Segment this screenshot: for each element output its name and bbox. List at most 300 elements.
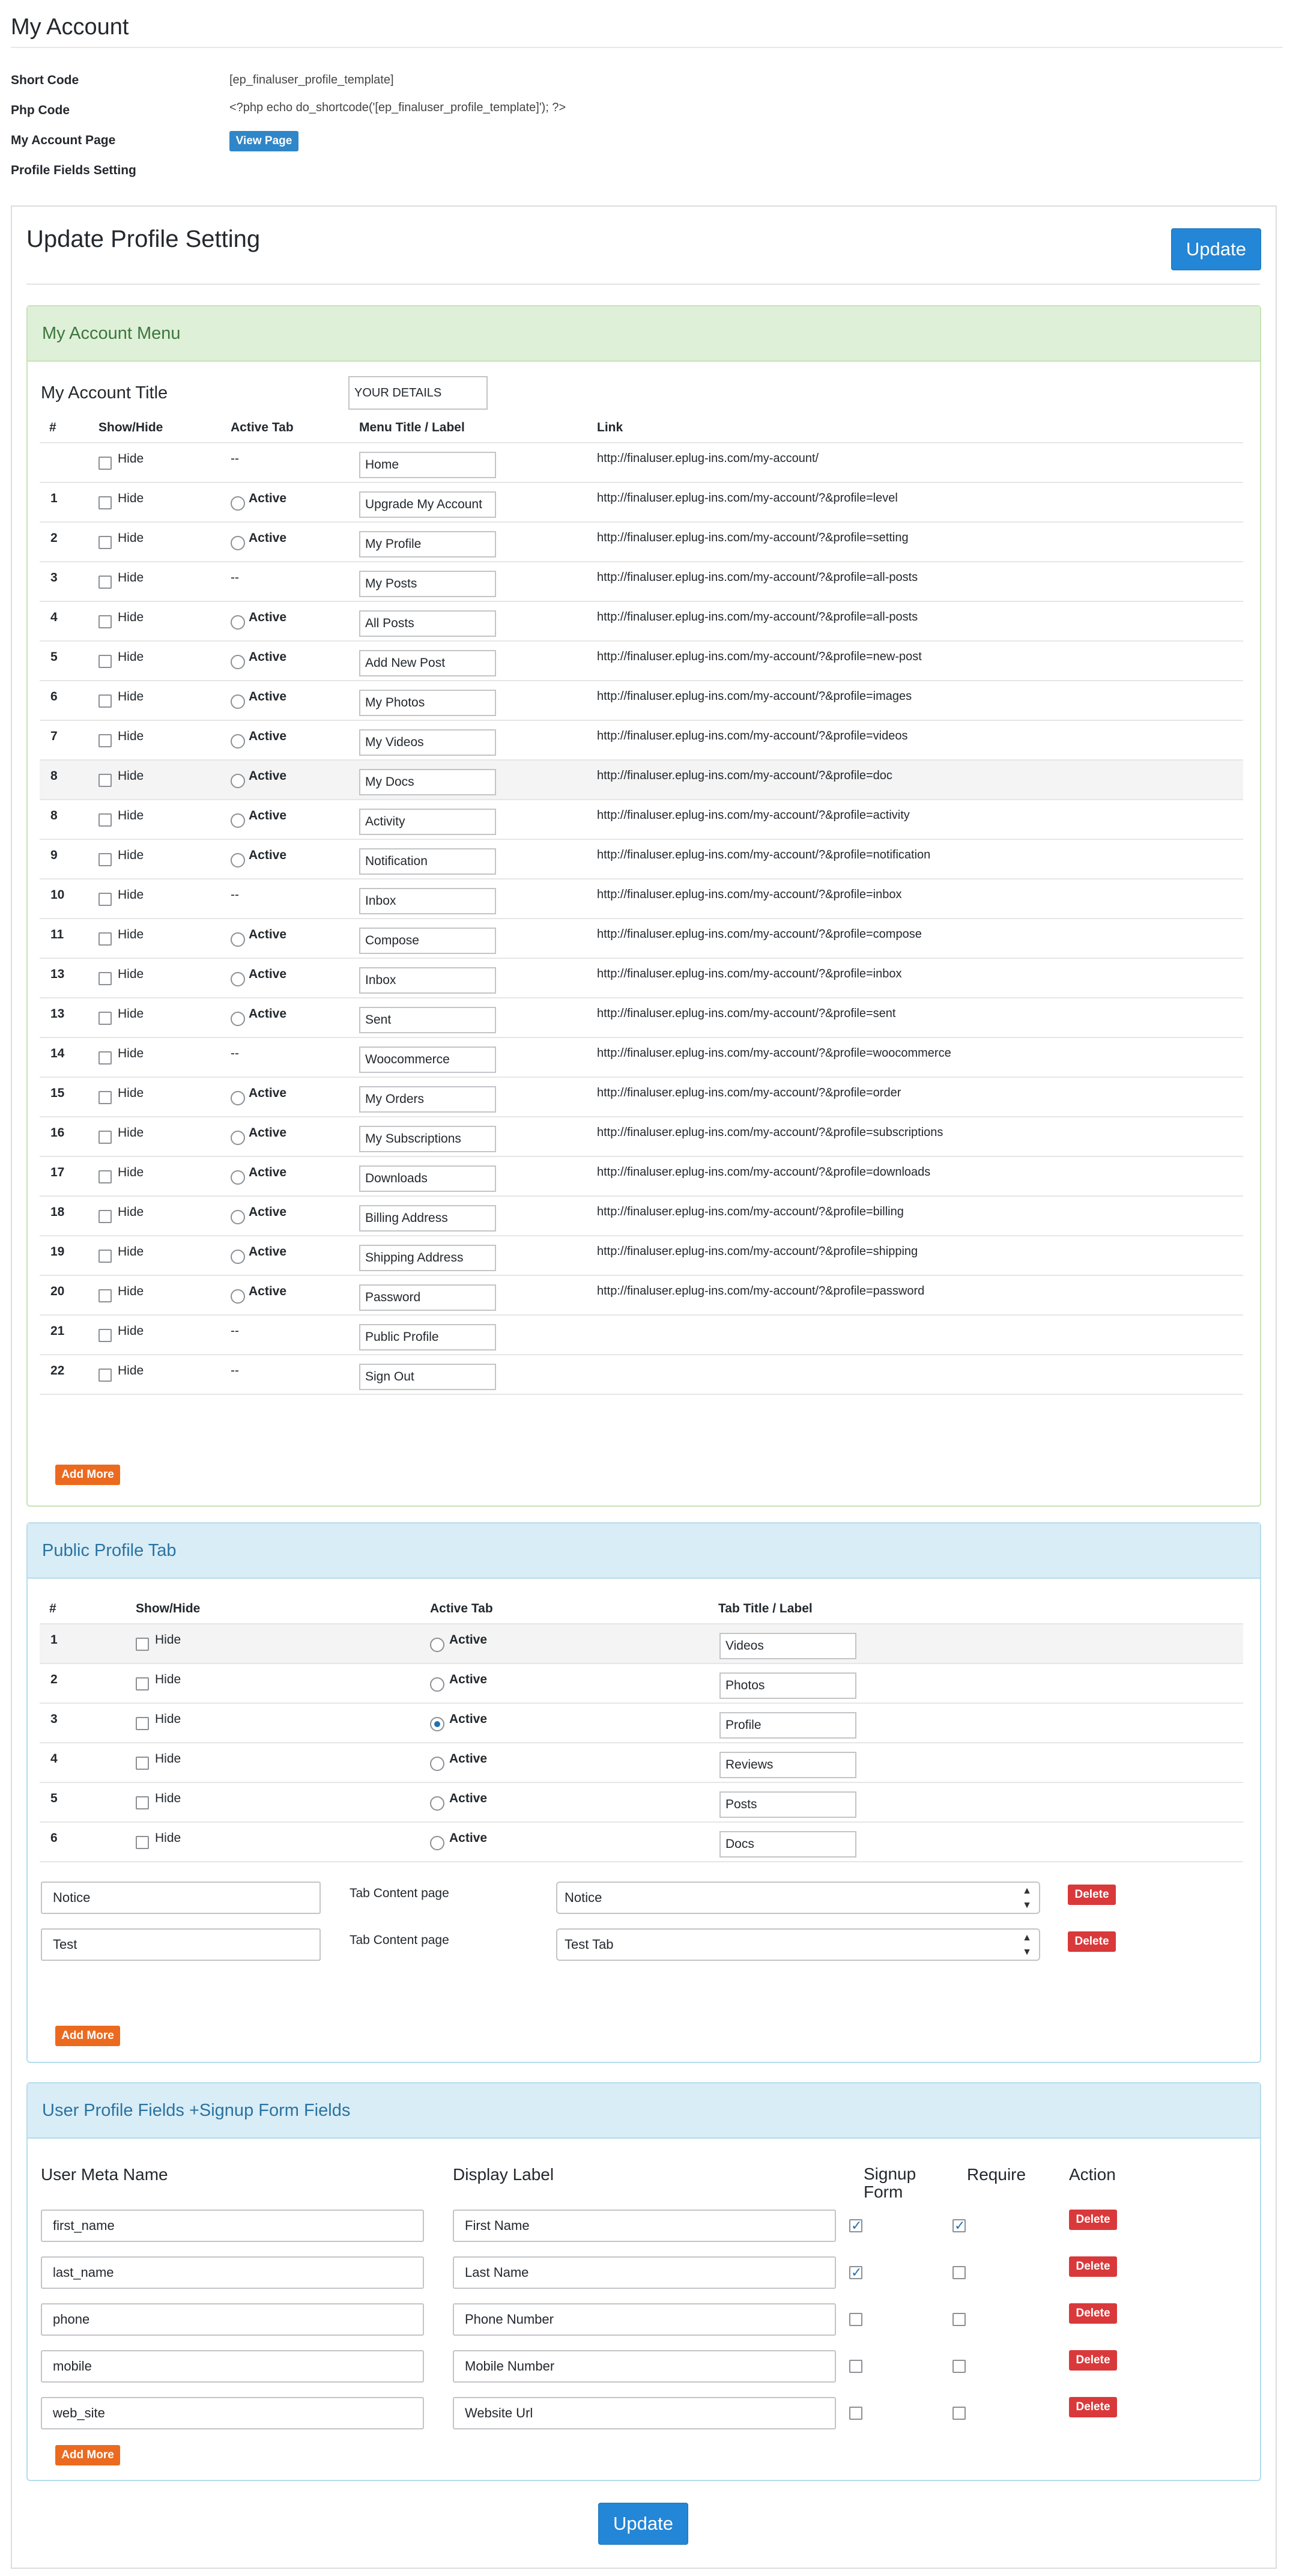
active-tab-radio[interactable] xyxy=(231,536,245,550)
row-number: 8 xyxy=(50,809,58,822)
tab-title-input[interactable]: Videos xyxy=(719,1633,856,1659)
tab-content-page-select[interactable] xyxy=(556,1928,1040,1961)
active-label: Active xyxy=(249,610,287,624)
field-row xyxy=(0,2397,1290,2444)
hide-checkbox[interactable] xyxy=(98,1250,112,1263)
table-row xyxy=(40,443,1243,483)
menu-link: http://finaluser.eplug-ins.com/my-account/?&profile=password xyxy=(597,1284,925,1298)
menu-label-input[interactable]: My Subscriptions xyxy=(359,1126,496,1152)
active-label: Active xyxy=(249,1126,287,1140)
row-number: 19 xyxy=(50,1245,65,1259)
meta-name-input[interactable]: web_site xyxy=(41,2397,424,2429)
meta-name-input[interactable]: phone xyxy=(41,2303,424,2336)
menu-link: http://finaluser.eplug-ins.com/my-account/?&profile=activity xyxy=(597,809,910,822)
divider xyxy=(11,47,1283,48)
active-label: Active xyxy=(449,1672,488,1686)
hide-checkbox[interactable] xyxy=(98,1289,112,1302)
hide-label: Hide xyxy=(155,1672,181,1686)
row-number: 6 xyxy=(50,690,58,703)
row-number: 4 xyxy=(50,610,58,624)
custom-tab-name-input[interactable]: Test xyxy=(41,1928,321,1961)
tab-content-page-label: Tab Content page xyxy=(350,1886,449,1900)
hide-label: Hide xyxy=(118,848,144,862)
require-checkbox[interactable] xyxy=(952,2407,966,2420)
menu-label-input[interactable]: Inbox xyxy=(359,967,496,994)
menu-link: http://finaluser.eplug-ins.com/my-account/?&profile=level xyxy=(597,491,898,505)
view-page-button[interactable]: View Page xyxy=(229,131,298,151)
active-label: Active xyxy=(249,650,287,664)
tab-title-input[interactable]: Profile xyxy=(719,1712,856,1739)
hide-checkbox[interactable] xyxy=(98,1091,112,1104)
custom-tab-name-input[interactable]: Notice xyxy=(41,1882,321,1914)
hide-label: Hide xyxy=(118,452,144,466)
row-number: 2 xyxy=(50,531,58,545)
menu-label-input[interactable]: Sent xyxy=(359,1007,496,1033)
hide-checkbox[interactable] xyxy=(136,1677,149,1690)
menu-link: http://finaluser.eplug-ins.com/my-account/?&profile=inbox xyxy=(597,888,902,901)
active-tab-radio[interactable] xyxy=(430,1796,444,1811)
active-tab-radio[interactable] xyxy=(231,615,245,630)
select-arrows-icon: ▲ ▼ xyxy=(1022,1886,1032,1910)
active-tab-radio[interactable] xyxy=(231,1091,245,1105)
table-row xyxy=(40,1624,1243,1664)
table-row xyxy=(40,681,1243,721)
table-row xyxy=(40,1157,1243,1197)
meta-name-input[interactable]: first_name xyxy=(41,2210,424,2242)
no-active-dash: -- xyxy=(231,571,239,585)
menu-link: http://finaluser.eplug-ins.com/my-account/?&profile=all-posts xyxy=(597,571,918,584)
hide-label: Hide xyxy=(118,967,144,981)
require-checkbox[interactable] xyxy=(952,2313,966,2326)
hide-checkbox[interactable] xyxy=(98,457,112,470)
public-profile-heading: Public Profile Tab xyxy=(28,1523,1260,1579)
meta-name-input[interactable]: mobile xyxy=(41,2350,424,2383)
hide-checkbox[interactable] xyxy=(136,1717,149,1730)
active-label: Active xyxy=(249,1245,287,1259)
row-number: 3 xyxy=(50,1712,58,1726)
hide-label: Hide xyxy=(118,888,144,902)
menu-link: http://finaluser.eplug-ins.com/my-account/?&profile=notification xyxy=(597,848,931,861)
active-tab-radio[interactable] xyxy=(231,1170,245,1185)
active-label: Active xyxy=(249,1086,287,1100)
table-row xyxy=(40,1783,1243,1823)
row-number: 16 xyxy=(50,1126,65,1140)
menu-link: http://finaluser.eplug-ins.com/my-account/?&profile=downloads xyxy=(597,1165,931,1179)
tab-title-input[interactable]: Reviews xyxy=(719,1752,856,1778)
menu-link: http://finaluser.eplug-ins.com/my-account/ xyxy=(597,452,819,465)
hide-label: Hide xyxy=(155,1791,181,1805)
active-tab-radio[interactable] xyxy=(231,1289,245,1304)
display-label-input[interactable]: Last Name xyxy=(453,2256,836,2289)
hide-checkbox[interactable] xyxy=(98,536,112,549)
row-number: 14 xyxy=(50,1046,65,1060)
my-account-title-input[interactable]: YOUR DETAILS xyxy=(348,376,488,410)
hide-label: Hide xyxy=(118,491,144,505)
menu-link: http://finaluser.eplug-ins.com/my-account/?&profile=billing xyxy=(597,1205,904,1218)
tab-content-page-value: Notice xyxy=(565,1890,602,1905)
hide-checkbox[interactable] xyxy=(98,1368,112,1382)
col-show-hide: Show/Hide xyxy=(98,421,163,434)
row-number: 10 xyxy=(50,888,65,902)
hide-checkbox[interactable] xyxy=(98,1131,112,1144)
table-row xyxy=(40,919,1243,959)
select-arrows-icon: ▲ ▼ xyxy=(1022,1933,1032,1957)
row-number: 8 xyxy=(50,769,58,783)
hide-label: Hide xyxy=(155,1712,181,1726)
table-row xyxy=(40,1355,1243,1395)
menu-label-input[interactable]: My Orders xyxy=(359,1086,496,1113)
active-tab-radio[interactable] xyxy=(231,1012,245,1026)
tab-content-page-select[interactable] xyxy=(556,1882,1040,1914)
menu-label-input[interactable]: Notification xyxy=(359,848,496,875)
update-profile-title: Update Profile Setting xyxy=(26,226,261,252)
row-number: 7 xyxy=(50,729,58,743)
active-label: Active xyxy=(449,1633,488,1647)
active-tab-radio[interactable] xyxy=(231,774,245,788)
hide-checkbox[interactable] xyxy=(98,774,112,787)
table-row xyxy=(40,642,1243,681)
hide-label: Hide xyxy=(155,1752,181,1766)
hide-label: Hide xyxy=(118,1046,144,1060)
hide-checkbox[interactable] xyxy=(98,576,112,589)
hide-label: Hide xyxy=(118,1007,144,1021)
menu-label-input[interactable]: My Posts xyxy=(359,571,496,597)
hide-label: Hide xyxy=(118,1165,144,1179)
active-label: Active xyxy=(249,1007,287,1021)
require-checkbox[interactable] xyxy=(952,2266,966,2279)
display-label-input[interactable]: First Name xyxy=(453,2210,836,2242)
field-row xyxy=(0,2350,1290,2397)
active-label: Active xyxy=(249,690,287,703)
signup-checkbox[interactable] xyxy=(849,2219,862,2232)
table-row xyxy=(40,800,1243,840)
table-row xyxy=(40,562,1243,602)
row-number: 6 xyxy=(50,1831,58,1845)
menu-link: http://finaluser.eplug-ins.com/my-account/?&profile=woocommerce xyxy=(597,1046,951,1060)
delete-field-button[interactable]: Delete xyxy=(1069,2210,1117,2230)
hide-checkbox[interactable] xyxy=(98,734,112,747)
add-more-field-button[interactable]: Add More xyxy=(55,2445,120,2465)
row-number: 17 xyxy=(50,1165,65,1179)
signup-checkbox[interactable] xyxy=(849,2360,862,2373)
uf-col-meta: User Meta Name xyxy=(41,2165,168,2184)
active-tab-radio[interactable] xyxy=(231,655,245,669)
active-label: Active xyxy=(449,1712,488,1726)
hide-label: Hide xyxy=(155,1633,181,1647)
active-label: Active xyxy=(249,491,287,505)
menu-label-input[interactable]: My Profile xyxy=(359,531,496,557)
table-row xyxy=(40,959,1243,998)
active-tab-radio[interactable] xyxy=(231,972,245,986)
menu-label-input[interactable]: Home xyxy=(359,452,496,478)
table-row xyxy=(40,1117,1243,1157)
menu-label-input[interactable]: Downloads xyxy=(359,1165,496,1192)
signup-checkbox[interactable] xyxy=(849,2313,862,2326)
pp-col-tab-title: Tab Title / Label xyxy=(718,1602,813,1615)
menu-link: http://finaluser.eplug-ins.com/my-account/?&profile=doc xyxy=(597,769,892,782)
my-account-page-label: My Account Page xyxy=(11,133,116,147)
row-number: 3 xyxy=(50,571,58,585)
no-active-dash: -- xyxy=(231,1324,239,1338)
hide-label: Hide xyxy=(118,1324,144,1338)
require-checkbox[interactable] xyxy=(952,2219,966,2232)
menu-label-input[interactable]: Billing Address xyxy=(359,1205,496,1232)
active-tab-radio[interactable] xyxy=(231,1131,245,1145)
tab-content-page-label: Tab Content page xyxy=(350,1933,449,1947)
hide-label: Hide xyxy=(118,1086,144,1100)
row-number: 22 xyxy=(50,1364,65,1378)
php-code-label: Php Code xyxy=(11,103,70,117)
table-row xyxy=(40,1704,1243,1743)
row-number: 1 xyxy=(50,1633,58,1647)
table-row xyxy=(40,1316,1243,1355)
hide-checkbox[interactable] xyxy=(98,1170,112,1183)
hide-label: Hide xyxy=(118,1364,144,1378)
active-label: Active xyxy=(249,531,287,545)
active-tab-radio[interactable] xyxy=(231,853,245,867)
delete-field-button[interactable]: Delete xyxy=(1069,2303,1117,2324)
menu-link: http://finaluser.eplug-ins.com/my-account/?&profile=images xyxy=(597,690,912,703)
hide-label: Hide xyxy=(118,690,144,703)
col-active-tab: Active Tab xyxy=(231,421,294,434)
hide-label: Hide xyxy=(155,1831,181,1845)
active-label: Active xyxy=(449,1831,488,1845)
hide-label: Hide xyxy=(118,769,144,783)
tab-content-page-value: Test Tab xyxy=(565,1937,614,1952)
hide-label: Hide xyxy=(118,729,144,743)
menu-link: http://finaluser.eplug-ins.com/my-account/?&profile=subscriptions xyxy=(597,1126,943,1139)
uf-col-display: Display Label xyxy=(453,2165,554,2184)
menu-label-input[interactable]: My Videos xyxy=(359,729,496,756)
table-row xyxy=(40,1038,1243,1078)
menu-link: http://finaluser.eplug-ins.com/my-account/?&profile=inbox xyxy=(597,967,902,980)
active-tab-radio[interactable] xyxy=(430,1677,444,1692)
tab-title-input[interactable]: Docs xyxy=(719,1831,856,1858)
hide-checkbox[interactable] xyxy=(136,1757,149,1770)
hide-label: Hide xyxy=(118,809,144,822)
table-row xyxy=(40,1743,1243,1783)
menu-link: http://finaluser.eplug-ins.com/my-account/?&profile=new-post xyxy=(597,650,922,663)
hide-label: Hide xyxy=(118,1245,144,1259)
col-num: # xyxy=(49,421,56,434)
delete-tab-button[interactable]: Delete xyxy=(1068,1885,1116,1905)
menu-link: http://finaluser.eplug-ins.com/my-account/?&profile=order xyxy=(597,1086,901,1099)
hide-label: Hide xyxy=(118,650,144,664)
uf-col-signup: Signup Form xyxy=(864,2164,916,2201)
table-row xyxy=(40,602,1243,642)
active-label: Active xyxy=(249,769,287,783)
active-tab-radio[interactable] xyxy=(231,496,245,511)
active-label: Active xyxy=(449,1752,488,1766)
menu-label-input[interactable]: My Docs xyxy=(359,769,496,795)
menu-label-input[interactable]: Add New Post xyxy=(359,650,496,676)
active-label: Active xyxy=(249,848,287,862)
no-active-dash: -- xyxy=(231,1046,239,1060)
hide-checkbox[interactable] xyxy=(98,932,112,946)
row-number: 2 xyxy=(50,1672,58,1686)
menu-label-input[interactable]: Compose xyxy=(359,928,496,954)
active-label: Active xyxy=(249,1284,287,1298)
row-number: 20 xyxy=(50,1284,65,1298)
hide-checkbox[interactable] xyxy=(98,615,112,628)
row-number: 1 xyxy=(50,491,58,505)
active-tab-radio[interactable] xyxy=(231,813,245,828)
hide-label: Hide xyxy=(118,1126,144,1140)
delete-field-button[interactable]: Delete xyxy=(1069,2350,1117,2371)
menu-label-input[interactable]: Upgrade My Account xyxy=(359,491,496,518)
col-link: Link xyxy=(597,421,623,434)
active-tab-radio[interactable] xyxy=(430,1638,444,1652)
hide-checkbox[interactable] xyxy=(98,496,112,509)
no-active-dash: -- xyxy=(231,888,239,902)
page-title: My Account xyxy=(11,14,129,40)
active-tab-radio[interactable] xyxy=(231,1210,245,1224)
delete-field-button[interactable]: Delete xyxy=(1069,2397,1117,2417)
signup-checkbox[interactable] xyxy=(849,2407,862,2420)
active-label: Active xyxy=(249,967,287,981)
table-row xyxy=(40,721,1243,761)
field-row xyxy=(0,2210,1290,2256)
row-number: 21 xyxy=(50,1324,65,1338)
hide-checkbox[interactable] xyxy=(98,972,112,985)
update-button[interactable]: Update xyxy=(1171,228,1261,270)
table-row xyxy=(40,761,1243,800)
active-label: Active xyxy=(249,1165,287,1179)
menu-label-input[interactable]: Woocommerce xyxy=(359,1046,496,1073)
menu-label-input[interactable]: Activity xyxy=(359,809,496,835)
display-label-input[interactable]: Website Url xyxy=(453,2397,836,2429)
active-label: Active xyxy=(249,729,287,743)
display-label-input[interactable]: Mobile Number xyxy=(453,2350,836,2383)
meta-name-input[interactable]: last_name xyxy=(41,2256,424,2289)
hide-checkbox[interactable] xyxy=(98,1329,112,1342)
table-row xyxy=(40,840,1243,879)
uf-col-require: Require xyxy=(967,2165,1026,2184)
row-number: 4 xyxy=(50,1752,58,1766)
delete-field-button[interactable]: Delete xyxy=(1069,2256,1117,2277)
menu-label-input[interactable]: Password xyxy=(359,1284,496,1311)
menu-label-input[interactable]: Sign Out xyxy=(359,1364,496,1390)
table-row xyxy=(40,1276,1243,1316)
pp-col-num: # xyxy=(49,1602,56,1615)
display-label-input[interactable]: Phone Number xyxy=(453,2303,836,2336)
active-tab-radio[interactable] xyxy=(430,1757,444,1771)
row-number: 13 xyxy=(50,967,65,981)
table-row xyxy=(40,1664,1243,1704)
row-number: 18 xyxy=(50,1205,65,1219)
divider xyxy=(26,284,1260,285)
signup-checkbox[interactable] xyxy=(849,2266,862,2279)
active-tab-radio[interactable] xyxy=(231,734,245,749)
hide-checkbox[interactable] xyxy=(98,813,112,827)
hide-checkbox[interactable] xyxy=(98,1012,112,1025)
menu-label-input[interactable]: My Photos xyxy=(359,690,496,716)
uf-col-action: Action xyxy=(1069,2165,1116,2184)
active-label: Active xyxy=(449,1791,488,1805)
menu-link: http://finaluser.eplug-ins.com/my-account/?&profile=setting xyxy=(597,531,909,544)
row-number: 9 xyxy=(50,848,58,862)
delete-tab-button[interactable]: Delete xyxy=(1068,1931,1116,1952)
row-number: 15 xyxy=(50,1086,65,1100)
active-tab-radio[interactable] xyxy=(430,1717,444,1731)
menu-link: http://finaluser.eplug-ins.com/my-account/?&profile=videos xyxy=(597,729,908,743)
table-row xyxy=(40,523,1243,562)
hide-label: Hide xyxy=(118,1284,144,1298)
hide-checkbox[interactable] xyxy=(98,853,112,866)
row-number: 11 xyxy=(50,928,64,941)
tab-title-input[interactable]: Photos xyxy=(719,1672,856,1699)
table-row xyxy=(40,1197,1243,1236)
row-number: 5 xyxy=(50,1791,58,1805)
hide-label: Hide xyxy=(118,1205,144,1219)
hide-label: Hide xyxy=(118,531,144,545)
active-label: Active xyxy=(249,928,287,941)
table-row xyxy=(40,998,1243,1038)
row-number: 5 xyxy=(50,650,58,664)
table-row xyxy=(40,1078,1243,1117)
hide-checkbox[interactable] xyxy=(98,694,112,708)
profile-fields-label: Profile Fields Setting xyxy=(11,163,136,177)
hide-label: Hide xyxy=(118,928,144,941)
hide-checkbox[interactable] xyxy=(98,893,112,906)
hide-checkbox[interactable] xyxy=(98,1051,112,1065)
user-fields-heading: User Profile Fields +Signup Form Fields xyxy=(28,2083,1260,2139)
hide-label: Hide xyxy=(118,610,144,624)
my-account-title-label: My Account Title xyxy=(41,383,168,402)
my-account-menu-heading: My Account Menu xyxy=(28,306,1260,362)
menu-link: http://finaluser.eplug-ins.com/my-account/?&profile=all-posts xyxy=(597,610,918,624)
table-row xyxy=(40,879,1243,919)
table-row xyxy=(40,1236,1243,1276)
menu-link: http://finaluser.eplug-ins.com/my-account/?&profile=shipping xyxy=(597,1245,918,1258)
pp-col-show-hide: Show/Hide xyxy=(136,1602,201,1615)
hide-checkbox[interactable] xyxy=(136,1836,149,1849)
field-row xyxy=(0,2303,1290,2350)
table-row xyxy=(40,483,1243,523)
active-tab-radio[interactable] xyxy=(231,694,245,709)
hide-checkbox[interactable] xyxy=(98,1210,112,1223)
short-code-label: Short Code xyxy=(11,73,79,87)
bottom-update-button[interactable]: Update xyxy=(598,2503,688,2545)
menu-label-input[interactable]: All Posts xyxy=(359,610,496,637)
col-menu-title: Menu Title / Label xyxy=(359,421,465,434)
menu-label-input[interactable]: Public Profile xyxy=(359,1324,496,1350)
hide-label: Hide xyxy=(118,571,144,585)
require-checkbox[interactable] xyxy=(952,2360,966,2373)
add-more-tab-button[interactable]: Add More xyxy=(55,2026,120,2046)
hide-checkbox[interactable] xyxy=(136,1796,149,1809)
active-tab-radio[interactable] xyxy=(430,1836,444,1850)
add-more-menu-button[interactable]: Add More xyxy=(55,1465,120,1485)
menu-label-input[interactable]: Inbox xyxy=(359,888,496,914)
row-number: 13 xyxy=(50,1007,65,1021)
no-active-dash: -- xyxy=(231,1364,239,1378)
php-code-value: <?php echo do_shortcode('[ep_finaluser_profile_template]'); ?> xyxy=(229,101,566,114)
menu-link: http://finaluser.eplug-ins.com/my-account/?&profile=compose xyxy=(597,928,922,941)
tab-title-input[interactable]: Posts xyxy=(719,1791,856,1818)
hide-checkbox[interactable] xyxy=(136,1638,149,1651)
active-tab-radio[interactable] xyxy=(231,932,245,947)
field-row xyxy=(0,2256,1290,2303)
pp-col-active-tab: Active Tab xyxy=(430,1602,493,1615)
menu-link: http://finaluser.eplug-ins.com/my-account/?&profile=sent xyxy=(597,1007,896,1020)
active-tab-radio[interactable] xyxy=(231,1250,245,1264)
menu-label-input[interactable]: Shipping Address xyxy=(359,1245,496,1271)
short-code-value: [ep_finaluser_profile_template] xyxy=(229,73,394,87)
hide-checkbox[interactable] xyxy=(98,655,112,668)
active-label: Active xyxy=(249,809,287,822)
no-active-dash: -- xyxy=(231,452,239,466)
